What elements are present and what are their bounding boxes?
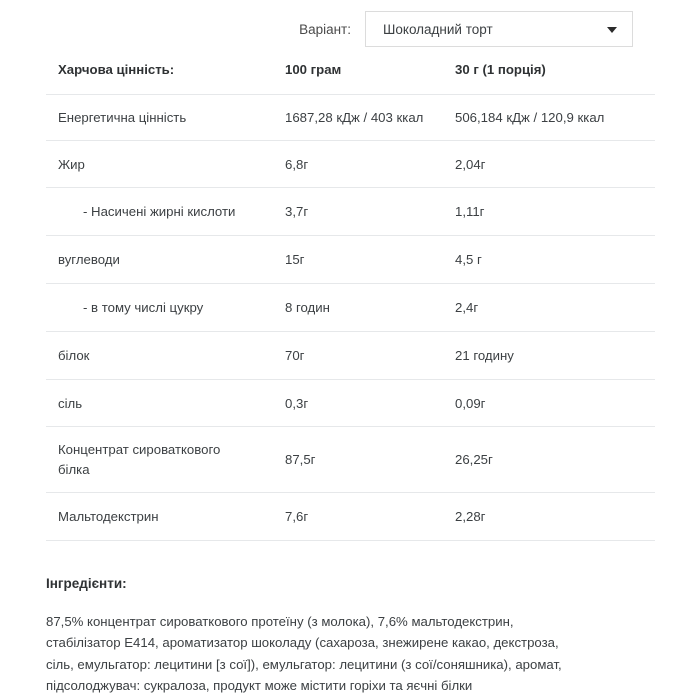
table-row [46,427,655,493]
variant-select-value: Шоколадний торт [383,21,493,37]
table-row [46,331,655,379]
variant-selector-row [0,0,700,47]
row-label [46,331,285,379]
row-label-text: - Насичені жирні кислоти [83,204,236,220]
row-label-text: вуглеводи [58,252,120,268]
row-label [46,427,285,493]
nutrition-table [46,60,655,541]
column-header-per-serving: 30 г (1 порція) [455,60,655,94]
ingredients-line: 87,5% концентрат сироваткового протеїну (з молока), 7,6% мальтодекстрин, [46,613,514,629]
row-label [46,236,285,284]
table-row [46,492,655,540]
row-label [46,492,285,540]
row-label-text: - в тому числі цукру [83,299,204,315]
table-row [46,236,655,284]
row-value-per-100g: 3,7г [285,188,455,236]
table-row [46,283,655,331]
row-value-per-serving: 4,5 г [455,236,655,284]
row-value-per-serving: 0,09г [455,379,655,427]
row-label [46,379,285,427]
ingredients-text [46,611,658,697]
variant-label: Варіант: [299,21,351,37]
row-label [46,94,285,140]
table-row [46,94,655,140]
ingredients-title: Інгредієнти: [46,575,127,591]
row-label-text: Мальтодекстрин [58,508,159,524]
row-value-per-serving: 2,04г [455,140,655,188]
row-value-per-100g: 8 годин [285,283,455,331]
row-value-per-serving: 26,25г [455,427,655,493]
row-value-per-100g: 87,5г [285,427,455,493]
row-value-per-100g: 0,3г [285,379,455,427]
table-row [46,188,655,236]
row-value-per-100g: 15г [285,236,455,284]
ingredients-section [46,576,658,697]
row-value-per-serving: 2,28г [455,492,655,540]
table-header-row [46,60,655,94]
table-row [46,379,655,427]
row-value-per-100g: 70г [285,331,455,379]
row-label-text: Енергетична цінність [58,109,187,125]
row-label-text: сіль [58,395,83,411]
row-label-text: Жир [58,156,85,172]
chevron-down-icon [607,27,617,33]
table-body [46,94,655,540]
row-value-per-serving: 21 годину [455,331,655,379]
row-value-per-100g: 1687,28 кДж / 403 ккал [285,94,455,140]
table-header [46,60,655,94]
row-value-per-100g: 6,8г [285,140,455,188]
ingredients-line: сіль, емульгатор: лецитини [з сої]), емульгатор: лецитини (з сої/соняшника), аромат, [46,656,562,672]
row-value-per-serving: 2,4г [455,283,655,331]
row-value-per-serving: 506,184 кДж / 120,9 ккал [455,94,655,140]
row-label [46,140,285,188]
row-label-text: Концентрат сироваткового білка [58,442,221,478]
row-label-text: білок [58,347,90,363]
row-value-per-100g: 7,6г [285,492,455,540]
column-header-name: Харчова цінність: [46,60,285,94]
ingredients-line: стабілізатор E414, ароматизатор шоколаду (сахароза, знежирене какао, декстроза, [46,635,559,651]
row-label [46,283,285,331]
column-header-per-100g: 100 грам [285,60,455,94]
table-row [46,140,655,188]
row-value-per-serving: 1,11г [455,188,655,236]
variant-select[interactable] [365,11,633,47]
row-label [46,188,285,236]
ingredients-line: підсолоджувач: сукралоза, продукт може містити горіхи та яєчні білки [46,677,473,693]
